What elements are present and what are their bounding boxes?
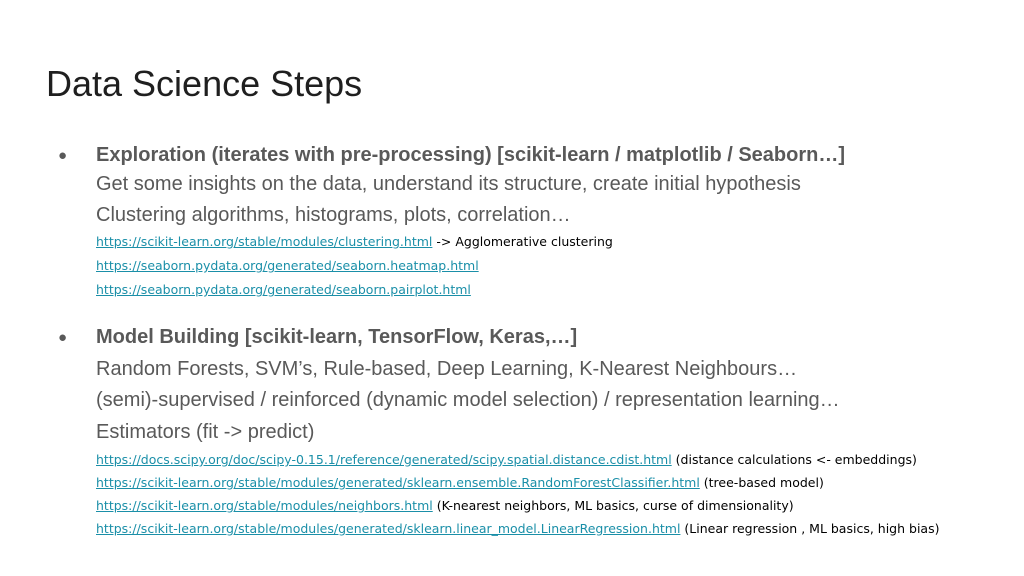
reference-row — [96, 521, 939, 536]
bullet-icon: ● — [58, 147, 68, 164]
reference-row — [96, 452, 917, 467]
reference-link[interactable]: https://scikit-learn.org/stable/modules/generated/sklearn.linear_model.LinearRegression.html — [96, 521, 681, 536]
reference-link[interactable]: https://scikit-learn.org/stable/modules/clustering.html — [96, 234, 433, 249]
bullet-icon: ● — [58, 329, 68, 346]
reference-note: -> Agglomerative clustering — [436, 234, 613, 249]
description-line: Random Forests, SVM’s, Rule-based, Deep Learning, K-Nearest Neighbours… — [96, 358, 798, 380]
description-line: (semi)-supervised / reinforced (dynamic model selection) / representation learning… — [96, 389, 840, 411]
reference-row — [96, 282, 471, 297]
reference-link[interactable]: https://seaborn.pydata.org/generated/seaborn.pairplot.html — [96, 282, 471, 297]
section-heading: Exploration (iterates with pre-processing) [scikit-learn / matplotlib / Seaborn…] — [96, 144, 846, 166]
section-heading: Model Building [scikit-learn, TensorFlow, Keras,…] — [96, 326, 578, 348]
reference-note: (K-nearest neighbors, ML basics, curse of dimensionality) — [436, 498, 794, 513]
reference-row — [96, 258, 479, 273]
reference-row — [96, 498, 794, 513]
reference-link[interactable]: https://seaborn.pydata.org/generated/seaborn.heatmap.html — [96, 258, 479, 273]
reference-note: (distance calculations <- embeddings) — [675, 452, 917, 467]
reference-link[interactable]: https://scikit-learn.org/stable/modules/neighbors.html — [96, 498, 433, 513]
slide-title: Data Science Steps — [46, 63, 363, 104]
description-line: Get some insights on the data, understand its structure, create initial hypothesis — [96, 173, 801, 195]
reference-note: (Linear regression , ML basics, high bias) — [684, 521, 940, 536]
reference-row — [96, 234, 613, 249]
description-line: Estimators (fit -> predict) — [96, 421, 315, 443]
reference-link[interactable]: https://scikit-learn.org/stable/modules/generated/sklearn.ensemble.RandomForestClassifier.html — [96, 475, 700, 490]
reference-link[interactable]: https://docs.scipy.org/doc/scipy-0.15.1/reference/generated/scipy.spatial.distance.cdist.html — [96, 452, 672, 467]
description-line: Clustering algorithms, histograms, plots, correlation… — [96, 204, 571, 226]
reference-row — [96, 475, 824, 490]
reference-note: (tree-based model) — [703, 475, 824, 490]
